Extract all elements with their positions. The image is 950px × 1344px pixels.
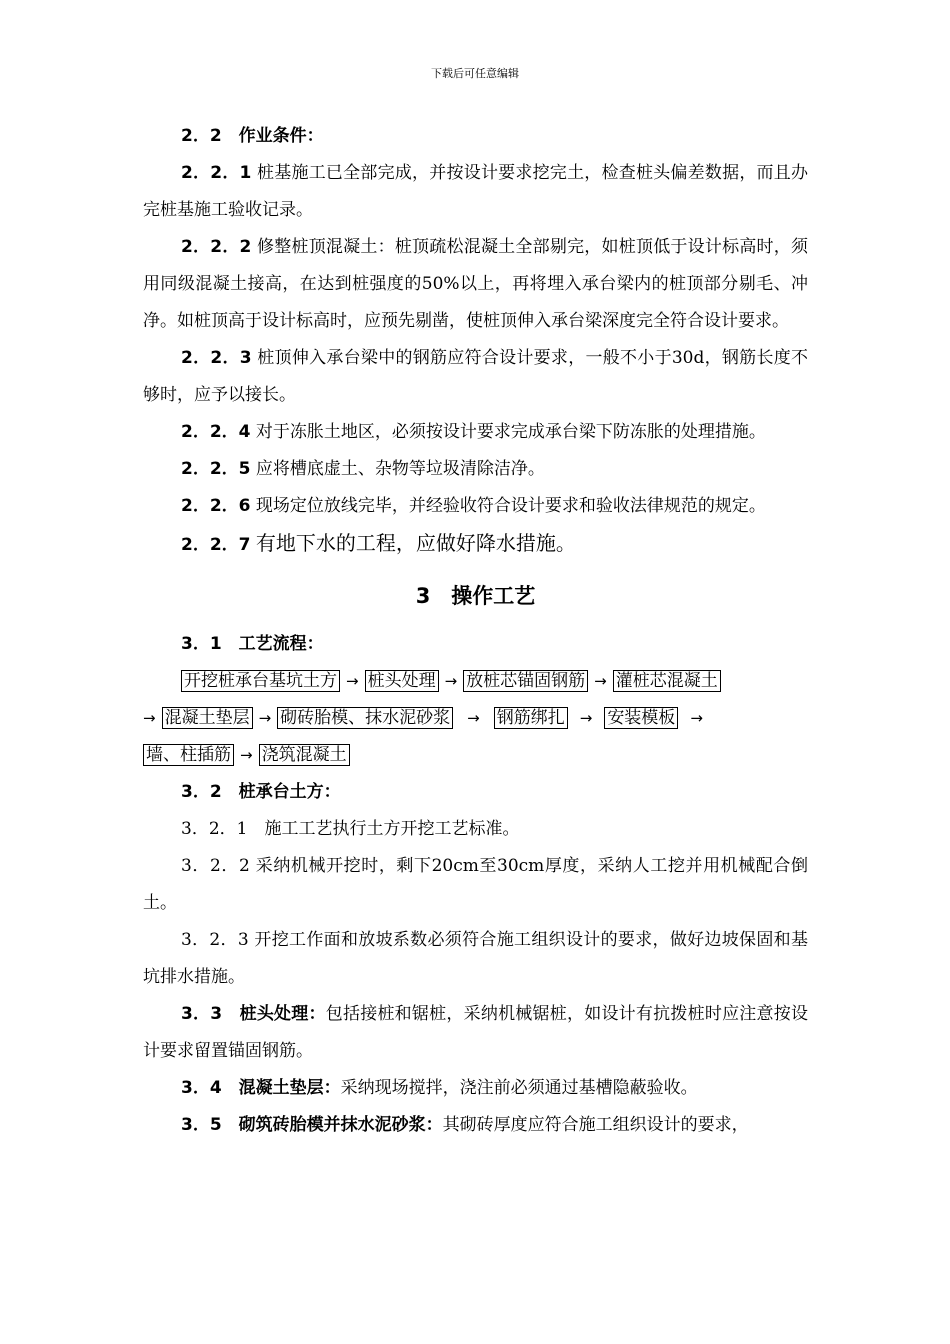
clause-title: 3．4 混凝土垫层： — [181, 1078, 341, 1098]
document-body — [143, 118, 808, 1144]
paragraph-3-3 — [143, 996, 808, 1070]
clause-number: 2．2．1 — [181, 163, 252, 183]
clause-number: 2．2．4 — [181, 422, 251, 442]
paragraph-3-5 — [143, 1107, 808, 1144]
process-flow — [143, 663, 808, 700]
clause-title: 3．5 砌筑砖胎模并抹水泥砂浆： — [181, 1115, 443, 1135]
flow-step: 安装模板 — [604, 707, 678, 729]
arrow-icon: → — [467, 709, 480, 727]
paragraph-2-2-3 — [143, 340, 808, 414]
arrow-icon: → — [579, 709, 593, 727]
flow-step: 墙、柱插筋 — [143, 744, 234, 766]
paragraph-2-2-4 — [143, 414, 808, 451]
flow-step: 开挖桩承台基坑土方 — [181, 670, 340, 692]
paragraph-2-2-7 — [143, 525, 808, 564]
clause-text: 桩顶伸入承台梁中的钢筋应符合设计要求，一般不小于30d，钢筋长度不够时，应予以接长。 — [143, 348, 809, 405]
flow-step: 钢筋绑扎 — [494, 707, 568, 729]
flow-step: 放桩芯锚固钢筋 — [463, 670, 588, 692]
clause-text: 现场定位放线完毕，并经验收符合设计要求和验收法律规范的规定。 — [255, 496, 766, 516]
clause-title: 3．3 桩头处理： — [181, 1004, 326, 1024]
paragraph-2-2-2 — [143, 229, 808, 340]
flow-step: 混凝土垫层 — [162, 707, 253, 729]
flow-step: 桩头处理 — [365, 670, 439, 692]
arrow-icon: → — [143, 709, 156, 727]
clause-text: 采纳现场搅拌，浇注前必须通过基槽隐蔽验收。 — [340, 1078, 698, 1098]
arrow-icon: → — [690, 709, 703, 727]
paragraph-3-2-1: 3．2．1 施工工艺执行土方开挖工艺标准。 — [181, 819, 520, 839]
arrow-icon: → — [346, 672, 359, 690]
section-3-title: 3 操作工艺 — [415, 584, 536, 608]
clause-text: 包括接桩和锯桩，采纳机械锯桩，如设计有抗拨桩时应注意按设计要求留置锚固钢筋。 — [143, 1004, 808, 1061]
page-header: 下载后可任意编辑 — [431, 67, 519, 80]
section-3-1-title: 3．1 工艺流程： — [181, 634, 324, 654]
flow-step: 灌桩芯混凝土 — [613, 670, 721, 692]
clause-number: 2．2．3 — [181, 348, 252, 368]
flow-step: 砌砖胎模、抹水泥砂浆 — [277, 707, 453, 729]
section-2-2-title: 2．2 作业条件： — [181, 126, 324, 146]
paragraph-3-2-2: 3．2．2 采纳机械开挖时，剩下20cm至30cm厚度，采纳人工挖并用机械配合倒土。 — [143, 856, 808, 913]
clause-number: 2．2．6 — [181, 496, 251, 516]
arrow-icon: → — [240, 746, 253, 764]
paragraph-2-2-5 — [143, 451, 808, 488]
clause-text: 其砌砖厚度应符合施工组织设计的要求， — [442, 1115, 749, 1135]
paragraph-2-2-1 — [143, 155, 808, 229]
clause-text: 应将槽底虚土、杂物等垃圾清除洁净。 — [255, 459, 545, 479]
arrow-icon: → — [258, 709, 272, 727]
paragraph-3-4 — [143, 1070, 808, 1107]
clause-text: 修整桩顶混凝土：桩顶疏松混凝土全部剔完，如桩顶低于设计标高时，须用同级混凝土接高，在达到桩强度的50%以上，再将埋入承台梁内的桩顶部分剔毛、冲净。如桩顶高于设计标高时，应预先剔凿，使桩顶伸入承台梁深度完全符合设计要求。 — [143, 237, 808, 331]
clause-text: 有地下水的工程，应做好降水措施。 — [255, 531, 576, 555]
clause-text: 对于冻胀土地区，必须按设计要求完成承台梁下防冻胀的处理措施。 — [255, 422, 766, 442]
process-flow-line-3 — [143, 737, 808, 774]
arrow-icon: → — [594, 672, 607, 690]
clause-number: 2．2．2 — [181, 237, 252, 257]
arrow-icon: → — [444, 672, 458, 690]
section-3-2-title: 3．2 桩承台土方： — [181, 782, 341, 802]
paragraph-3-2-3: 3．2．3 开挖工作面和放坡系数必须符合施工组织设计的要求，做好边坡保固和基坑排水措施。 — [143, 930, 808, 987]
clause-text: 桩基施工已全部完成，并按设计要求挖完土，检查桩头偏差数据，而且办完桩基施工验收记录。 — [143, 163, 808, 220]
clause-number: 2．2．7 — [181, 535, 251, 555]
process-flow-line-2 — [143, 700, 808, 737]
paragraph-2-2-6 — [143, 488, 808, 525]
flow-step: 浇筑混凝土 — [259, 744, 350, 766]
clause-number: 2．2．5 — [181, 459, 251, 479]
